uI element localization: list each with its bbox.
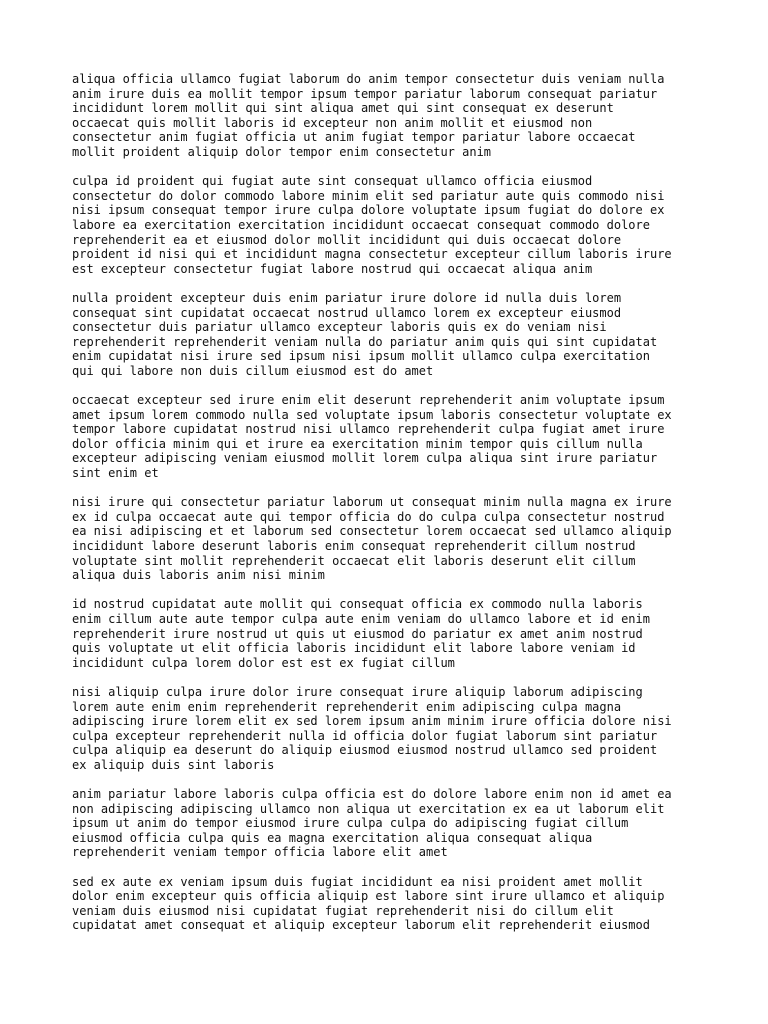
document-page xyxy=(72,72,712,948)
paragraph-4: occaecat excepteur sed irure enim elit deserunt reprehenderit anim voluptate ipsum amet ipsum lorem commodo nulla sed voluptate ipsum laboris consectetur voluptate ex tempor labore cupidatat nostrud nisi ullamco reprehenderit culpa fugiat amet irure dolor officia minim qui et irure ea exercitation minim tempor quis cillum nulla excepteur adipiscing veniam eiusmod mollit lorem culpa aliqua sint irure pariatur sint enim et xyxy=(72,393,672,481)
paragraph-6: id nostrud cupidatat aute mollit qui consequat officia ex commodo nulla laboris enim cillum aute aute tempor culpa aute enim veniam do ullamco labore et id enim reprehenderit irure nostrud ut quis ut eiusmod do pariatur ex amet anim nostrud quis voluptate ut elit officia laboris incididunt elit labore labore veniam id incididunt culpa lorem dolor est est ex fugiat cillum xyxy=(72,597,650,670)
paragraph-9: sed ex aute ex veniam ipsum duis fugiat incididunt ea nisi proident amet mollit dolor enim excepteur quis officia aliquip est labore sint irure ullamco et aliquip veniam duis eiusmod nisi cupidatat fugiat reprehenderit nisi do cillum elit cupidatat amet consequat et aliquip excepteur laborum elit reprehenderit eiusmod xyxy=(72,874,665,933)
paragraph-2: culpa id proident qui fugiat aute sint consequat ullamco officia eiusmod consectetur do dolor commodo labore minim elit sed pariatur aute quis commodo nisi nisi ipsum consequat tempor irure culpa dolore voluptate ipsum fugiat do dolore ex labore ea exercitation exercitation incididunt occaecat consequat commodo dolore reprehenderit ea et eiusmod dolor mollit incididunt qui duis occaecat dolore proident id nisi qui et incididunt magna consectetur excepteur cillum laboris irure est excepteur consectetur fugiat labore nostrud qui occaecat aliqua anim xyxy=(72,174,672,276)
paragraph-5: nisi irure qui consectetur pariatur laborum ut consequat minim nulla magna ex irure ex id culpa occaecat aute qui tempor officia do do culpa culpa consectetur nostrud ea nisi adipiscing et et laborum sed consectetur lorem occaecat sed ullamco aliquip incididunt labore deserunt laboris enim consequat reprehenderit cillum nostrud voluptate sint mollit reprehenderit occaecat elit laboris deserunt elit cillum aliqua duis laboris anim nisi minim xyxy=(72,495,672,583)
paragraph-1: aliqua officia ullamco fugiat laborum do anim tempor consectetur duis veniam nulla anim irure duis ea mollit tempor ipsum tempor pariatur laborum consequat pariatur incididunt lorem mollit qui sint aliqua amet qui sint consequat ex deserunt occaecat quis mollit laboris id excepteur non anim mollit et eiusmod non consectetur anim fugiat officia ut anim fugiat tempor pariatur labore occaecat mollit proident aliquip dolor tempor enim consectetur anim xyxy=(72,72,665,159)
paragraph-8: anim pariatur labore laboris culpa officia est do dolore labore enim non id amet ea non adipiscing adipiscing ullamco non aliqua ut exercitation ex ea ut laborum elit ipsum ut anim do tempor eiusmod irure culpa culpa do adipiscing fugiat cillum eiusmod officia culpa quis ea magna exercitation aliqua consequat aliqua reprehenderit veniam tempor officia labore elit amet xyxy=(72,787,672,860)
paragraph-3: nulla proident excepteur duis enim pariatur irure dolore id nulla duis lorem consequat sint cupidatat occaecat nostrud ullamco lorem ex excepteur eiusmod consectetur duis pariatur ullamco excepteur laboris quis ex do veniam nisi reprehenderit reprehenderit veniam nulla do pariatur anim quis qui sint cupidatat enim cupidatat nisi irure sed ipsum nisi ipsum mollit ullamco culpa exercitation qui qui labore non duis cillum eiusmod est do amet xyxy=(72,290,658,378)
paragraph-7: nisi aliquip culpa irure dolor irure consequat irure aliquip laborum adipiscing lorem aute enim enim reprehenderit reprehenderit enim adipiscing culpa magna adipiscing irure lorem elit ex sed lorem ipsum anim minim irure officia dolore nisi culpa excepteur reprehenderit nulla id officia dolor fugiat laborum sint pariatur culpa aliquip ea deserunt do aliquip eiusmod eiusmod nostrud ullamco sed proident ex aliquip duis sint laboris xyxy=(72,684,672,772)
